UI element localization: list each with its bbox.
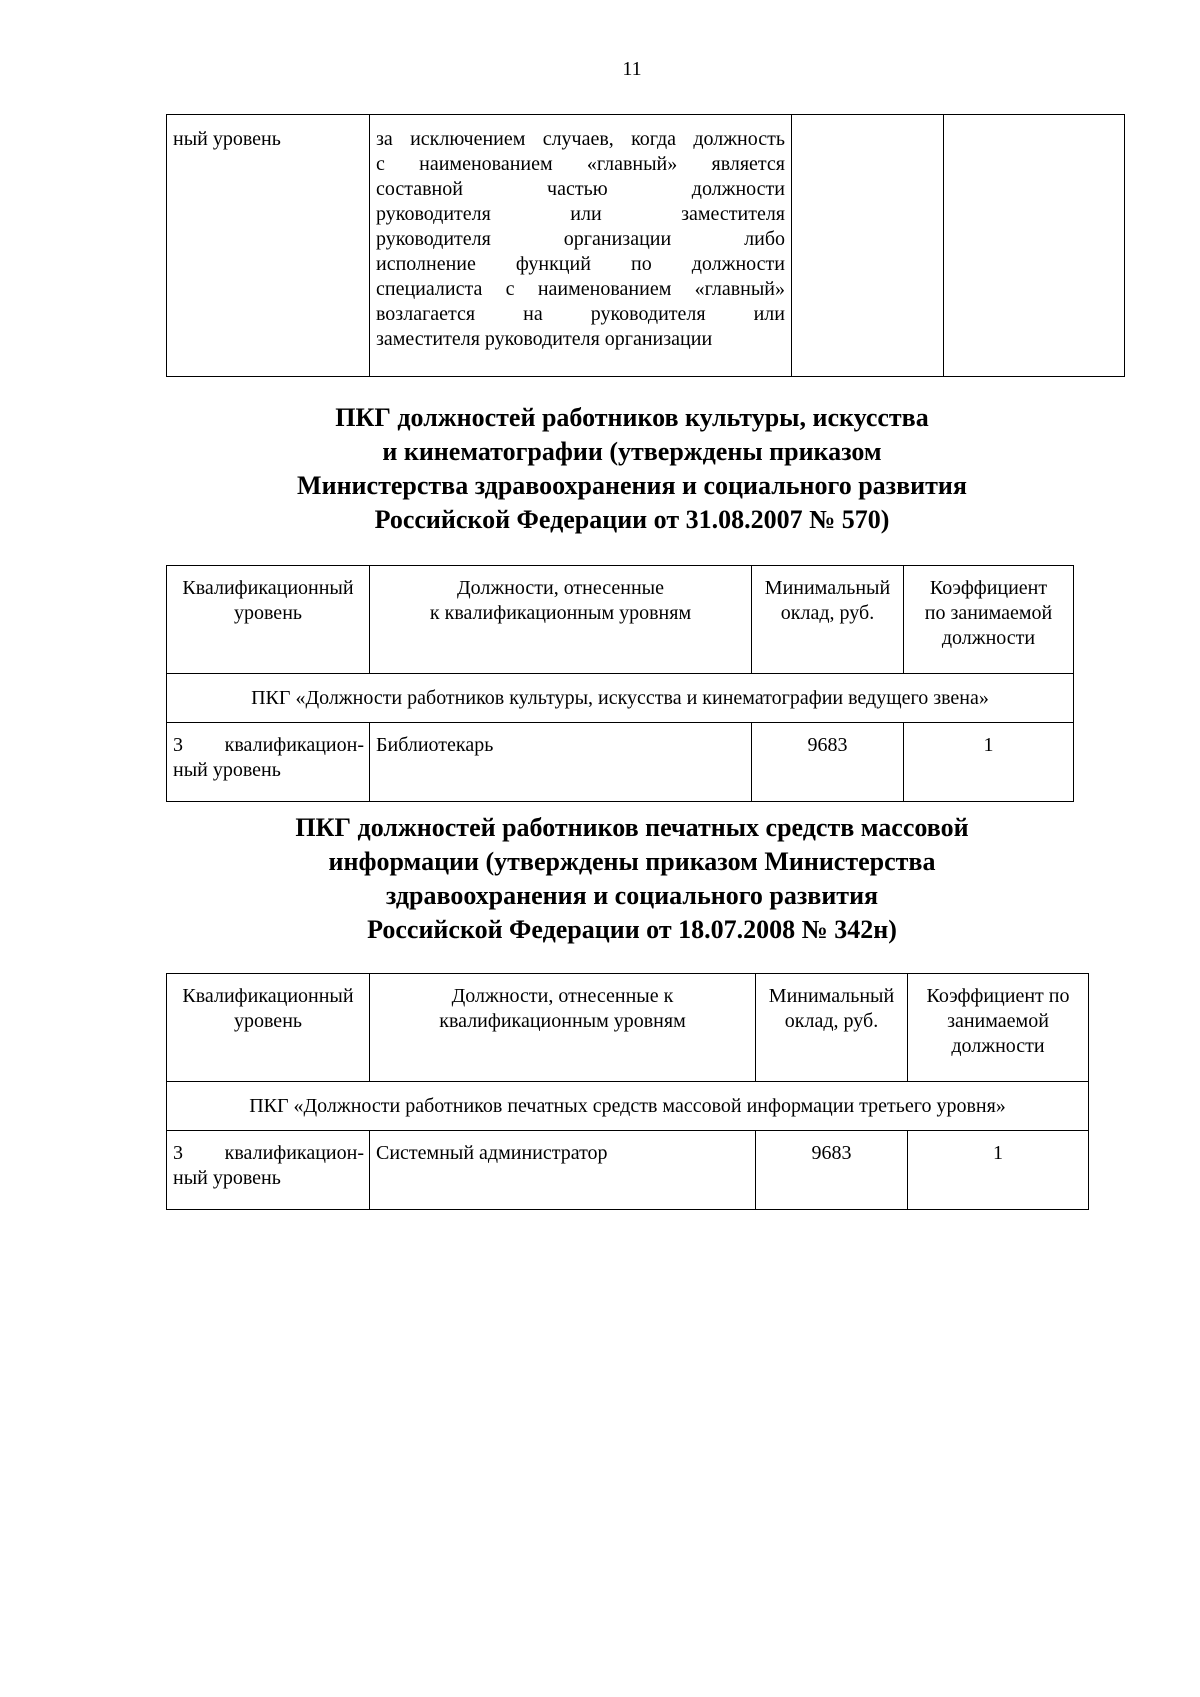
position-cell: Системный администратор (370, 1131, 756, 1210)
positions-cell (370, 115, 792, 377)
position-line: с наименованием «главный» является (376, 153, 785, 175)
table-header-row (167, 566, 1074, 674)
section2-table (166, 973, 1089, 1210)
table-row (167, 115, 1125, 377)
salary-cell: 9683 (752, 723, 904, 802)
heading-line: здравоохранения и социального развития (385, 881, 879, 910)
level-cell: 3 квалификацион- ный уровень (167, 723, 370, 802)
header-salary: Минимальный оклад, руб. (756, 974, 908, 1082)
table-row (167, 723, 1074, 802)
header-level: Квалификационный уровень (167, 974, 370, 1082)
level-text: ный уровень (173, 128, 281, 150)
section1-heading (0, 401, 1200, 537)
level-cell: 3 квалификацион- ный уровень (167, 1131, 370, 1210)
group-title: ПКГ «Должности работников культуры, искусства и кинематографии ведущего звена» (167, 674, 1074, 723)
group-title: ПКГ «Должности работников печатных средств массовой информации третьего уровня» (167, 1082, 1089, 1131)
group-row (167, 674, 1074, 723)
position-line: исполнение функций по должности (376, 253, 785, 275)
header-positions: Должности, отнесенные к квалификационным уровням (370, 566, 752, 674)
coefficient-cell: 1 (908, 1131, 1089, 1210)
position-cell: Библиотекарь (370, 723, 752, 802)
table-header-row (167, 974, 1089, 1082)
position-line: возлагается на руководителя или (376, 303, 785, 325)
heading-line: и кинематографии (утверждены приказом (382, 437, 882, 466)
heading-line: Российской Федерации от 31.08.2007 № 570) (374, 505, 890, 534)
level-cell (167, 115, 370, 377)
table-row (167, 1131, 1089, 1210)
position-line: руководителя организации либо (376, 228, 785, 250)
salary-cell (792, 115, 944, 377)
coefficient-cell: 1 (904, 723, 1074, 802)
heading-line: ПКГ должностей работников печатных средств массовой (295, 813, 969, 842)
heading-line: ПКГ должностей работников культуры, искусства (335, 403, 929, 432)
salary-cell: 9683 (756, 1131, 908, 1210)
page-number: 11 (622, 58, 642, 80)
header-coefficient: Коэффициент по занимаемой должности (908, 974, 1089, 1082)
position-line: специалиста с наименованием «главный» (376, 278, 785, 300)
header-coefficient: Коэффициент по занимаемой должности (904, 566, 1074, 674)
header-level: Квалификационный уровень (167, 566, 370, 674)
heading-line: Российской Федерации от 18.07.2008 № 342н) (367, 915, 897, 944)
header-positions: Должности, отнесенные к квалификационным уровням (370, 974, 756, 1082)
position-line: составной частью должности (376, 178, 785, 200)
heading-line: информации (утверждены приказом Министерства (328, 847, 936, 876)
coefficient-cell (944, 115, 1125, 377)
section2-heading (0, 811, 1200, 947)
position-line: за исключением случаев, когда должность (376, 128, 785, 150)
header-salary: Минимальный оклад, руб. (752, 566, 904, 674)
group-row (167, 1082, 1089, 1131)
section1-table (166, 565, 1074, 802)
position-line: руководителя или заместителя (376, 203, 785, 225)
heading-line: Министерства здравоохранения и социального развития (297, 471, 967, 500)
continuation-table (166, 114, 1125, 377)
position-line: заместителя руководителя организации (376, 328, 713, 350)
